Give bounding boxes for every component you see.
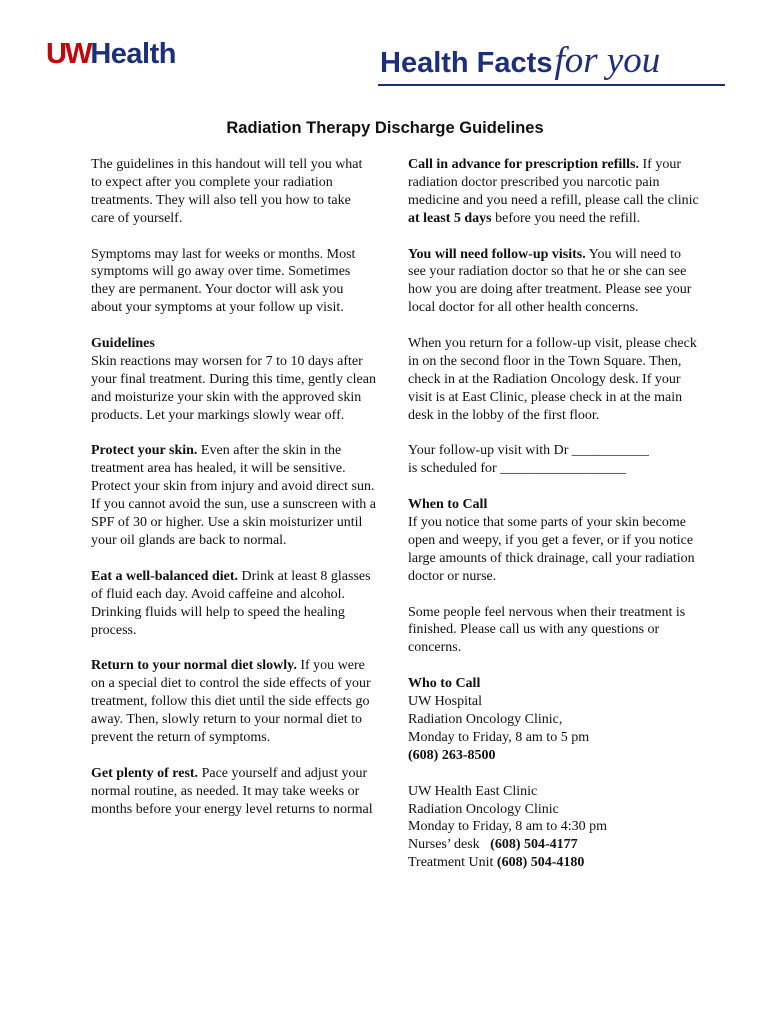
nervous-paragraph: Some people feel nervous when their treatment is finished. Please call us with any questions or concerns. <box>408 604 686 656</box>
rest-paragraph <box>91 765 376 819</box>
guidelines-section <box>91 335 376 425</box>
refills-text-1: If your radiation doctor prescribed you narcotic pain medicine and you need a refill, please call the clinic <box>408 157 699 208</box>
logo-uw-text: UW <box>46 38 91 70</box>
east-clinic: Radiation Oncology Clinic <box>408 801 559 817</box>
followup-heading: You will need follow-up visits. <box>408 246 586 262</box>
tagline-italic: for you <box>554 40 661 81</box>
health-facts-logo <box>380 42 660 79</box>
left-column <box>91 156 376 836</box>
refills-bold: at least 5 days <box>408 210 492 226</box>
east-clinic-section <box>408 783 700 873</box>
east-nurses-label: Nurses’ desk <box>408 837 491 853</box>
refills-heading: Call in advance for prescription refills. <box>408 157 639 172</box>
who-to-call-section <box>408 675 700 765</box>
when-to-call-section <box>408 496 700 586</box>
symptoms-paragraph: Symptoms may last for weeks or months. Most symptoms will go away over time. Sometimes they are permanent. Your doctor will ask you about your symptoms at your follow up visit. <box>91 246 356 316</box>
return-heading: Return to your normal diet slowly. <box>91 658 297 674</box>
rest-heading: Get plenty of rest. <box>91 765 199 781</box>
east-treatment-phone: (608) 504-4180 <box>496 855 585 871</box>
east-nurses-phone: (608) 504-4177 <box>490 837 578 853</box>
protect-text: Even after the skin in the treatment area has healed, it will be sensitive. Protect your skin from injury and avoid direct sun. If you cannot avoid the sun, use a sunscreen with a SPF of 30 or higher. Use a skin moisturizer until your oil glands are back to normal. <box>91 443 376 548</box>
east-name: UW Health East Clinic <box>408 783 538 799</box>
diet-heading: Eat a well-balanced diet. <box>91 568 238 584</box>
guidelines-heading: Guidelines <box>91 336 155 352</box>
guidelines-text: Skin reactions may worsen for 7 to 10 days after your final treatment. During this time, gently clean and moisturize your skin with the approved skin products. Let your markings slowly wear off. <box>91 353 376 423</box>
visit-line-doctor: Your follow-up visit with Dr ___________ <box>408 443 649 459</box>
when-heading: When to Call <box>408 497 488 513</box>
protect-heading: Protect your skin. <box>91 443 198 459</box>
header-rule <box>378 84 725 86</box>
refills-text-2: before you need the refill. <box>491 210 641 226</box>
return-visit-paragraph: When you return for a follow-up visit, please check in on the second floor in the Town Square. Then, check in at the Radiation Oncology desk. If your visit is at East Clinic, please check in at the main desk in the lobby of the first floor. <box>408 336 697 423</box>
return-diet-paragraph <box>91 657 376 747</box>
rest-text: Pace yourself and adjust your normal routine, as needed. It may take weeks or months before your energy level returns to normal <box>91 765 373 817</box>
hospital-hours: Monday to Friday, 8 am to 5 pm <box>408 729 590 745</box>
hospital-clinic: Radiation Oncology Clinic, <box>408 712 563 727</box>
visit-line-scheduled: is scheduled for __________________ <box>408 461 627 477</box>
header <box>0 0 770 100</box>
tagline-bold: Health Facts <box>380 47 553 79</box>
who-heading: Who to Call <box>408 676 481 692</box>
east-treatment-label: Treatment Unit <box>408 855 497 871</box>
uw-health-logo <box>46 40 176 69</box>
diet-text: Drink at least 8 glasses of fluid each day. Avoid caffeine and alcohol. Drinking fluids will help to speed the healing process. <box>91 568 371 638</box>
east-hours: Monday to Friday, 8 am to 4:30 pm <box>408 819 607 835</box>
protect-skin-paragraph <box>91 442 376 549</box>
followup-text: You will need to see your radiation doctor so that he or she can see how you are doing after treatment. Please see your local doctor for all other health concerns. <box>408 246 692 316</box>
hospital-name: UW Hospital <box>408 694 483 710</box>
followup-paragraph <box>408 246 700 318</box>
right-column <box>408 156 700 890</box>
when-text: If you notice that some parts of your skin become open and weepy, if you get a fever, or if you notice large amounts of thick drainage, call your radiation doctor or nurse. <box>408 515 695 584</box>
return-text: If you were on a special diet to control the side effects of your treatment, follow this diet until the side effects go away. Then, slowly return to your normal diet to prevent the return of symptoms. <box>91 658 371 745</box>
visit-schedule <box>408 442 700 478</box>
intro-paragraph: The guidelines in this handout will tell you what to expect after you complete your radiation treatments. They will also tell you how to take care of yourself. <box>91 157 363 226</box>
hospital-phone: (608) 263-8500 <box>408 747 496 763</box>
diet-paragraph <box>91 568 376 640</box>
logo-health-text: Health <box>90 38 176 70</box>
refills-paragraph <box>408 156 700 228</box>
page-title: Radiation Therapy Discharge Guidelines <box>226 119 544 137</box>
